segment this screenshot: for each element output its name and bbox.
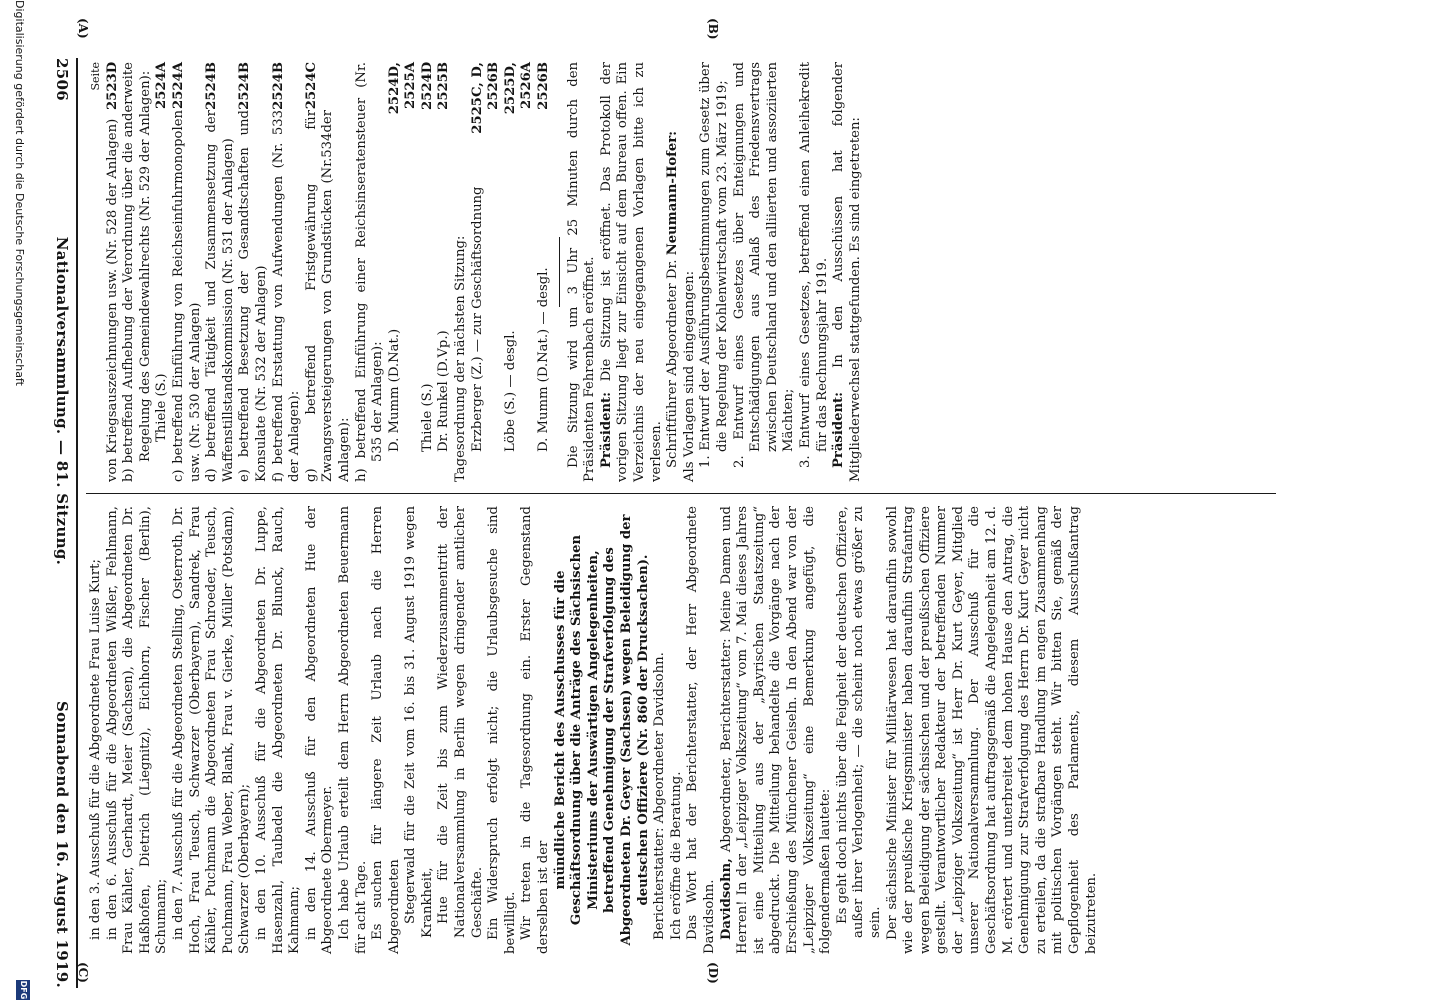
footer-strip — [0, 0, 30, 1000]
toc-entry: e) betreffend Besetzung der Gesandtschaften und Konsulate (Nr. 532 der Anlagen) 2524B — [237, 62, 269, 482]
toc-speaker: Thiele (S.) 2524D — [419, 61, 435, 452]
toc-heading: Tagesordnung der nächsten Sitzung: — [453, 235, 469, 482]
toc-speaker: Erzberger (Z.) — zur Geschäftsordnung 2525C, D, 2526B — [469, 62, 502, 452]
agenda-item-heading: mündliche Bericht des Ausschusses für die Geschäftsordnung über die Anträge des Sächsischen Ministeriums der Auswärtigen Angelegenheiten, betreffend Genehmigung der Strafverfolgung des Abgeordneten Dr. Geyer (Sachsen) wegen Beleidigung der deutschen Offiziere (Nr. 860 der Drucksachen). — [552, 514, 651, 946]
section-rule — [559, 237, 560, 307]
left-column — [88, 62, 1264, 482]
paragraph: Das Wort hat der Berichterstatter, der Herr Abgeordnete Davidsohn. — [685, 506, 717, 954]
page-header — [51, 58, 78, 988]
toc-entry: f) betreffend Erstattung von Aufwendungen (Nr. 533 der Anlagen): 2524B — [270, 62, 303, 482]
president-speech: Präsident: Die Sitzung ist eröffnet. Das Protokoll der vorigen Sitzung liegt zur Einsicht auf dem Bureau offen. Ein Verzeichnis der neu eingegangenen Vorlagen bitte ich zu verlesen. — [598, 62, 664, 482]
toc-entry: c) betreffend Einführung von Reichseinfuhrmonopolen usw. (Nr. 530 der Anlagen) 2524A — [170, 62, 203, 482]
secretary-line: Schriftführer Abgeordneter Dr. Neumann-Hofer: — [665, 130, 681, 468]
footer-text: Digitalisierung gefördert durch die Deutsche Forschungsgemeinschaft — [13, 0, 26, 386]
paragraph: Wir treten in die Tagesordnung ein. Erster Gegenstand derselben ist der — [519, 506, 552, 954]
paragraph: in den 14. Ausschuß für den Abgeordneten Hue der Abgeordnete Obermeyer. — [303, 506, 336, 954]
vorlage-item: 3. Entwurf eines Gesetzes, betreffend einen Anleihekredit für das Rechnungsjahr 1919. — [797, 62, 830, 468]
vorlage-item: 2. Entwurf eines Gesetzes über Enteignungen und Entschädigungen aus Anlaß des Friedensvertrags zwischen Deutschland und den alliierten und assoziierten Mächten; — [731, 62, 797, 468]
toc-speaker: D. Mumm (D.Nat.) 2524D, 2525A — [386, 62, 419, 452]
rotated-page — [53, 0, 1360, 1000]
dfg-logo: DFG — [16, 980, 30, 1000]
marker-a: (A) — [76, 18, 90, 39]
right-column — [88, 506, 1264, 954]
marker-b: (B) — [706, 18, 720, 40]
paragraph: Ich eröffne die Beratung. — [668, 771, 684, 940]
marker-d: (D) — [706, 962, 720, 984]
page-number: 2506 — [53, 58, 71, 101]
paragraph: Stegerwald für die Zeit vom 16. bis 31. August 1919 wegen Krankheit, — [403, 506, 435, 938]
toc-speaker: Dr. Runkel (D.Vp.) 2525B — [436, 62, 452, 452]
toc-speaker: Thiele (S.) 2524A — [154, 62, 170, 442]
toc-entry: b) betreffend Aufhebung der Verordnung über die anderweite Regelung des Gemeindewahlrechts (Nr. 529 der Anlagen): — [121, 62, 153, 482]
paragraph: in den 6. Ausschuß für die Abgeordneten Wißler, Fehlmann, Frau Kähler, Gerhardt, Meier (Sachsen), die Abgeordneten Dr. Haßhofen, Dietrich (Liegnitz), Eichhorn, Fischer (Berlin), Schumann; — [104, 506, 170, 954]
quotation: Es geht doch nichts über die Feigheit der deutschen Offiziere, außer ihrer Verlogenheit; — die scheint noch etwas größer zu sein. — [834, 506, 883, 938]
marker-c: (C) — [76, 962, 90, 983]
paragraph: Es suchen für längere Zeit Urlaub nach die Herren Abgeordneten — [370, 506, 402, 954]
paragraph: Ein Widerspruch erfolgt nicht; die Urlaubsgesuche sind bewilligt. — [486, 506, 518, 954]
column-divider — [86, 493, 1276, 494]
paragraph: in den 7. Ausschuß für die Abgeordneten Stelling, Osterroth, Dr. Hoch, Frau Teusch, Schwarzer (Oberbayern), Sandrek, Frau Kähler, Puchmann die Abgeordneten Frau Schroeder, Teusch, Puchmann, Frau Weber, Blank, Frau v. Gierke, Müller (Potsdam), Schwarzer (Oberbayern); — [170, 506, 253, 954]
toc-speaker: D. Mumm (D.Nat.) — desgl. 2526B — [536, 62, 552, 452]
president-speech: Präsident: In den Ausschüssen hat folgender Mitgliederwechsel stattgefunden. Es sind eingetreten: — [831, 62, 863, 482]
toc-entry: g) betreffend Fristgewährung für Zwangsversteigerungen von Grundstücken (Nr.534der Anlagen): 2524C — [303, 62, 352, 482]
vorlagen-intro: Als Vorlagen sind eingegangen: — [681, 270, 697, 482]
paragraph: in den 10. Ausschuß für die Abgeordneten Dr. Luppe, Hasenzahl, Taubadel die Abgeordneten Dr. Blunck, Rauch, Kahmann; — [253, 506, 303, 954]
opening-paragraph: Die Sitzung wird um 3 Uhr 25 Minuten durch den Präsidenten Fehrenbach eröffnet. — [565, 62, 598, 482]
toc-entry: h) betreffend Einführung einer Reichsinseratensteuer (Nr. 535 der Anlagen): — [353, 62, 386, 482]
toc-speaker: Löbe (S.) — desgl. 2525D, 2526A — [502, 62, 535, 452]
vorlage-item: 1. Entwurf der Ausführungsbestimmungen zum Gesetz über die Regelung der Kohlenwirtschaft vom 23. März 1919; — [698, 62, 730, 468]
page-date: Sonnabend den 16. August 1919. — [53, 701, 71, 988]
paragraph: Hue für die Zeit bis zum Wiederzusammentritt der Nationalversammlung in Berlin wegen dringender amtlicher Geschäfte. — [436, 506, 485, 938]
page-title: Nationalversammlung. — 81. Sitzung. — [53, 236, 71, 566]
toc-entry: von Kriegsauszeichnungen usw. (Nr. 528 der Anlagen) 2523D — [104, 61, 120, 482]
paragraph: Berichterstatter: Abgeordneter Davidsohn. — [652, 652, 668, 940]
seite-label: Seite — [89, 62, 102, 91]
paragraph: Ich habe Urlaub erteilt dem Herrn Abgeordneten Beuermann für acht Tage. — [336, 506, 369, 954]
paragraph: Der sächsische Minister für Militärwesen hat daraufhin sowohl wie der preußische Kriegsminister haben daraufhin Strafantrag wegen Beleidigung der sächsischen und der preußischen Offiziere gestellt. Verantwortlicher Redakteur der betreffenden Nummer der „Leipziger Volkszeitung“ ist Herr Dr. Kurt Geyer, Mitglied unserer Nationalversammlung. Der Ausschuß für die Geschäftsordnung hat auftragsgemäß die Angelegenheit am 12. d. M. erörtert und unterbreitet dem hohen Hause den Antrag, die Genehmigung zur Strafverfolgung des Herrn Dr. Kurt Geyer nicht zu erteilen, da die strafbare Handlung im engen Zusammenhang mit politischen Vorgängen steht. Wir bitten Sie, gemäß der Gepflogenheit des Parlaments, diesem Ausschußantrag beizutreten. — [884, 506, 1099, 954]
speech: Davidsohn, Abgeordneter, Berichterstatter: Meine Damen und Herren! In der „Leipziger Volkszeitung“ vom 7. Mai dieses Jahres ist eine Mitteilung aus der „Bayrischen Staatszeitung“ abgedruckt. Die Mitteilung behandelte die Vorgänge nach der Erschießung des Münchener Geiseln. In den Abend war von der „Leipziger Volkszeitung“ eine Bemerkung angefügt, die folgendermaßen lautete: — [718, 506, 834, 954]
toc-entry: d) betreffend Tätigkeit und Zusammensetzung der Waffenstillstandskommission (Nr. 531 der Anlagen) 2524B — [204, 62, 236, 482]
paragraph: in den 3. Ausschuß für die Abgeordnete Frau Luise Kurt; — [88, 559, 103, 940]
